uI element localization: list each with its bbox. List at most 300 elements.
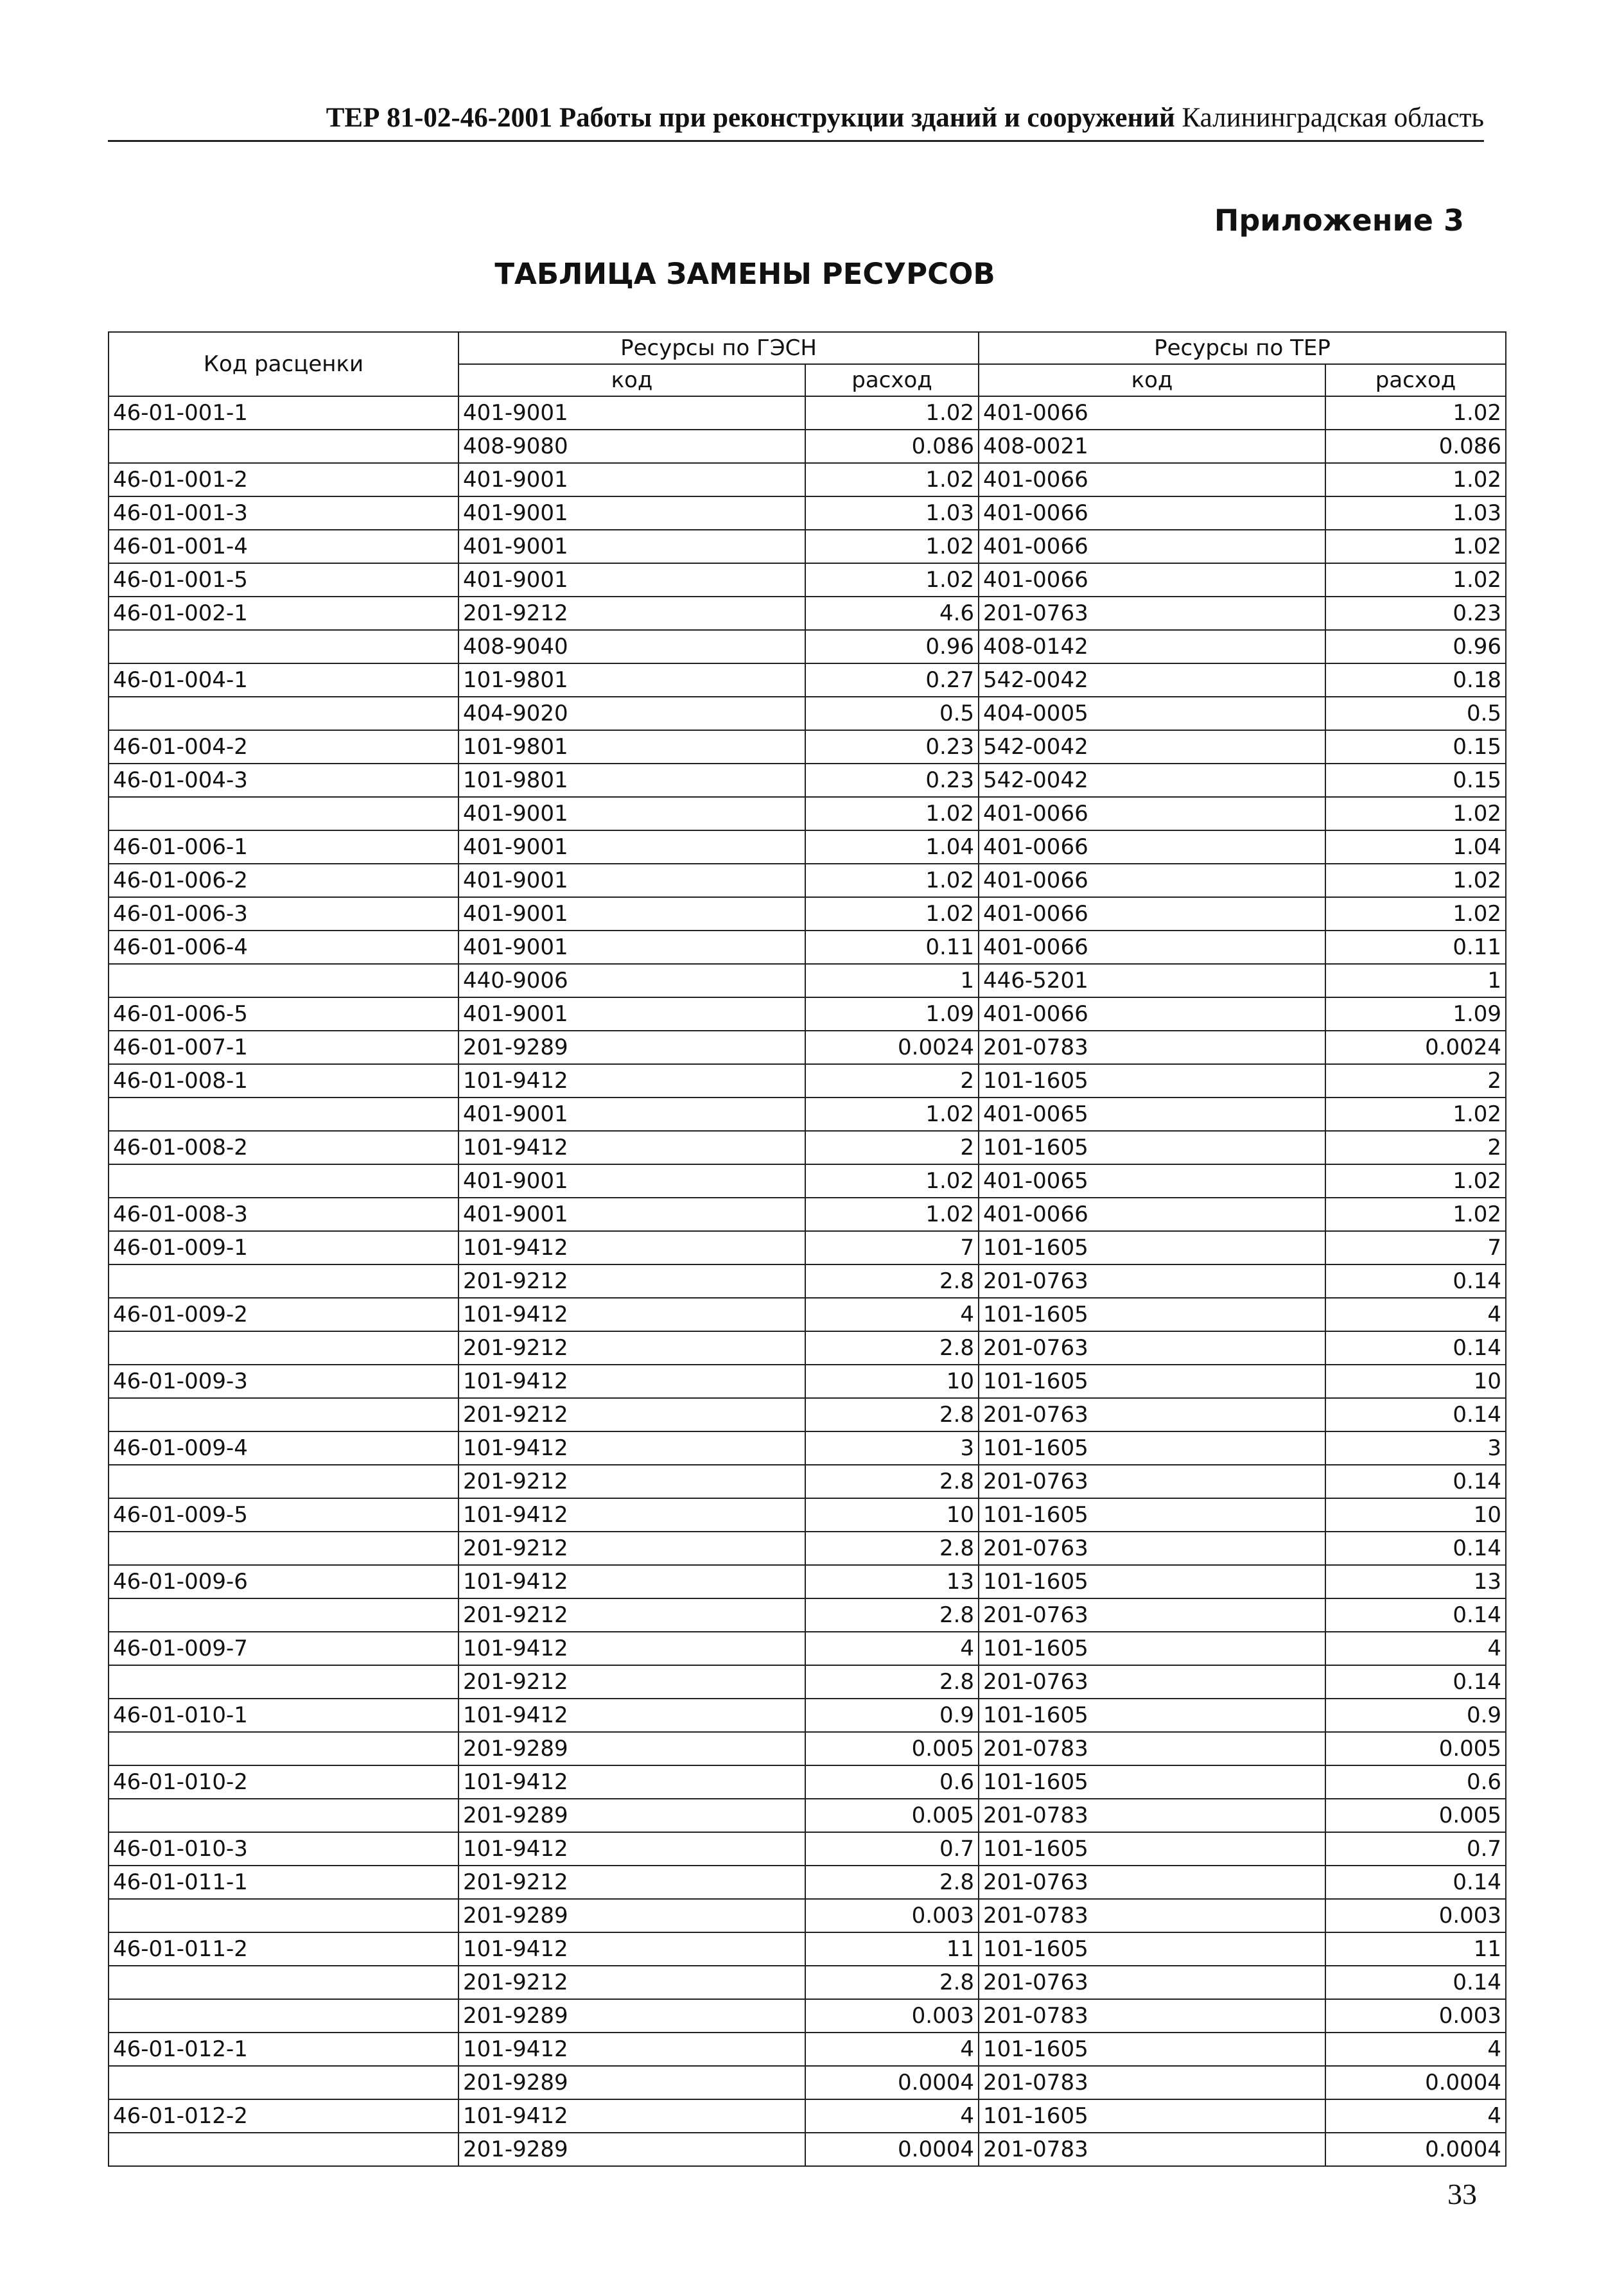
cell-gesn-code: 201-9212 xyxy=(458,1532,805,1565)
cell-gesn-code: 401-9001 xyxy=(458,897,805,931)
cell-gesn-code: 201-9212 xyxy=(458,1598,805,1632)
cell-gesn-consumption: 0.0004 xyxy=(805,2133,979,2166)
cell-rate-code: 46-01-008-2 xyxy=(109,1131,458,1164)
table-row xyxy=(109,1866,1506,1899)
table-row xyxy=(109,931,1506,964)
cell-ter-consumption: 1.02 xyxy=(1325,797,1506,830)
cell-ter-code: 101-1605 xyxy=(979,1231,1325,1264)
cell-ter-consumption: 1 xyxy=(1325,964,1506,997)
cell-ter-code: 201-0783 xyxy=(979,2133,1325,2166)
cell-gesn-code: 101-9412 xyxy=(458,1765,805,1799)
cell-ter-consumption: 0.14 xyxy=(1325,1331,1506,1365)
cell-rate-code xyxy=(109,1665,458,1699)
cell-rate-code: 46-01-011-1 xyxy=(109,1866,458,1899)
cell-gesn-code: 401-9001 xyxy=(458,1098,805,1131)
cell-gesn-consumption: 0.23 xyxy=(805,730,979,764)
table-row xyxy=(109,1632,1506,1665)
cell-ter-consumption: 13 xyxy=(1325,1565,1506,1598)
cell-gesn-consumption: 13 xyxy=(805,1565,979,1598)
cell-ter-code: 101-1605 xyxy=(979,1064,1325,1098)
cell-rate-code xyxy=(109,2133,458,2166)
cell-rate-code: 46-01-001-4 xyxy=(109,530,458,563)
cell-ter-consumption: 0.003 xyxy=(1325,1899,1506,1932)
cell-gesn-consumption: 0.0024 xyxy=(805,1031,979,1064)
table-row xyxy=(109,1932,1506,1966)
cell-gesn-consumption: 1.02 xyxy=(805,1198,979,1231)
cell-ter-code: 101-1605 xyxy=(979,2099,1325,2133)
cell-ter-code: 401-0066 xyxy=(979,797,1325,830)
table-row xyxy=(109,1431,1506,1465)
cell-gesn-consumption: 0.086 xyxy=(805,430,979,463)
cell-ter-consumption: 10 xyxy=(1325,1498,1506,1532)
cell-ter-consumption: 1.02 xyxy=(1325,530,1506,563)
cell-rate-code: 46-01-001-1 xyxy=(109,396,458,430)
cell-ter-consumption: 0.6 xyxy=(1325,1765,1506,1799)
cell-ter-code: 542-0042 xyxy=(979,730,1325,764)
cell-rate-code xyxy=(109,1732,458,1765)
cell-gesn-consumption: 0.23 xyxy=(805,764,979,797)
cell-ter-consumption: 0.005 xyxy=(1325,1732,1506,1765)
cell-ter-code: 101-1605 xyxy=(979,1131,1325,1164)
cell-rate-code: 46-01-006-4 xyxy=(109,931,458,964)
cell-gesn-code: 401-9001 xyxy=(458,931,805,964)
table-row xyxy=(109,1732,1506,1765)
cell-ter-consumption: 4 xyxy=(1325,1632,1506,1665)
table-row xyxy=(109,1231,1506,1264)
cell-rate-code xyxy=(109,1465,458,1498)
cell-gesn-consumption: 1.03 xyxy=(805,496,979,530)
table-row xyxy=(109,396,1506,430)
cell-ter-code: 401-0065 xyxy=(979,1098,1325,1131)
cell-ter-code: 446-5201 xyxy=(979,964,1325,997)
cell-ter-code: 101-1605 xyxy=(979,1365,1325,1398)
cell-ter-consumption: 4 xyxy=(1325,2099,1506,2133)
cell-gesn-consumption: 3 xyxy=(805,1431,979,1465)
table-row xyxy=(109,1665,1506,1699)
table-row xyxy=(109,1699,1506,1732)
cell-gesn-code: 201-9289 xyxy=(458,1999,805,2033)
cell-ter-code: 401-0066 xyxy=(979,830,1325,864)
cell-ter-code: 101-1605 xyxy=(979,1932,1325,1966)
cell-ter-code: 201-0763 xyxy=(979,1866,1325,1899)
cell-rate-code: 46-01-009-5 xyxy=(109,1498,458,1532)
cell-rate-code: 46-01-009-4 xyxy=(109,1431,458,1465)
cell-ter-code: 401-0066 xyxy=(979,897,1325,931)
cell-gesn-consumption: 0.005 xyxy=(805,1799,979,1832)
cell-gesn-consumption: 0.96 xyxy=(805,630,979,663)
table-row xyxy=(109,496,1506,530)
cell-gesn-code: 101-9412 xyxy=(458,2099,805,2133)
cell-ter-consumption: 0.18 xyxy=(1325,663,1506,697)
table-row xyxy=(109,1465,1506,1498)
cell-rate-code xyxy=(109,1598,458,1632)
cell-ter-code: 201-0783 xyxy=(979,1999,1325,2033)
cell-gesn-consumption: 2.8 xyxy=(805,1398,979,1431)
table-row xyxy=(109,1565,1506,1598)
cell-gesn-consumption: 1.02 xyxy=(805,1164,979,1198)
cell-ter-consumption: 0.0024 xyxy=(1325,1031,1506,1064)
cell-gesn-code: 101-9412 xyxy=(458,1832,805,1866)
col-header-gesn-consumption: расход xyxy=(805,364,979,396)
cell-ter-consumption: 0.14 xyxy=(1325,1665,1506,1699)
table-row xyxy=(109,1365,1506,1398)
cell-gesn-consumption: 0.003 xyxy=(805,1999,979,2033)
cell-gesn-code: 201-9212 xyxy=(458,1665,805,1699)
cell-ter-code: 201-0763 xyxy=(979,1398,1325,1431)
cell-gesn-code: 401-9001 xyxy=(458,864,805,897)
cell-ter-code: 401-0066 xyxy=(979,530,1325,563)
cell-gesn-code: 201-9289 xyxy=(458,2066,805,2099)
cell-rate-code: 46-01-009-2 xyxy=(109,1298,458,1331)
cell-rate-code: 46-01-004-2 xyxy=(109,730,458,764)
cell-gesn-consumption: 1.02 xyxy=(805,797,979,830)
cell-ter-consumption: 0.11 xyxy=(1325,931,1506,964)
cell-ter-code: 201-0763 xyxy=(979,1966,1325,1999)
cell-ter-consumption: 0.15 xyxy=(1325,730,1506,764)
cell-rate-code: 46-01-009-1 xyxy=(109,1231,458,1264)
table-row xyxy=(109,530,1506,563)
cell-gesn-consumption: 1.02 xyxy=(805,563,979,597)
cell-gesn-code: 101-9412 xyxy=(458,1298,805,1331)
cell-ter-code: 101-1605 xyxy=(979,1431,1325,1465)
cell-gesn-code: 101-9412 xyxy=(458,1131,805,1164)
cell-ter-consumption: 0.14 xyxy=(1325,1398,1506,1431)
col-header-rate-code: Код расценки xyxy=(109,332,458,396)
cell-ter-code: 101-1605 xyxy=(979,1498,1325,1532)
cell-ter-consumption: 0.0004 xyxy=(1325,2133,1506,2166)
cell-rate-code: 46-01-012-2 xyxy=(109,2099,458,2133)
cell-gesn-code: 401-9001 xyxy=(458,396,805,430)
cell-gesn-code: 401-9001 xyxy=(458,530,805,563)
table-row xyxy=(109,764,1506,797)
cell-gesn-consumption: 4 xyxy=(805,2033,979,2066)
table-row xyxy=(109,1799,1506,1832)
cell-ter-code: 401-0065 xyxy=(979,1164,1325,1198)
cell-ter-code: 201-0783 xyxy=(979,1031,1325,1064)
cell-ter-code: 401-0066 xyxy=(979,463,1325,496)
cell-gesn-code: 201-9212 xyxy=(458,1264,805,1298)
cell-gesn-code: 201-9212 xyxy=(458,597,805,630)
cell-gesn-consumption: 0.9 xyxy=(805,1699,979,1732)
table-row xyxy=(109,864,1506,897)
table-row xyxy=(109,797,1506,830)
cell-rate-code xyxy=(109,2066,458,2099)
cell-gesn-code: 201-9289 xyxy=(458,1799,805,1832)
cell-ter-consumption: 0.96 xyxy=(1325,630,1506,663)
cell-gesn-code: 101-9801 xyxy=(458,730,805,764)
cell-rate-code: 46-01-004-3 xyxy=(109,764,458,797)
cell-gesn-consumption: 0.5 xyxy=(805,697,979,730)
cell-ter-code: 404-0005 xyxy=(979,697,1325,730)
cell-ter-consumption: 0.7 xyxy=(1325,1832,1506,1866)
cell-gesn-code: 101-9412 xyxy=(458,1431,805,1465)
cell-ter-consumption: 2 xyxy=(1325,1131,1506,1164)
table-row xyxy=(109,1198,1506,1231)
cell-ter-consumption: 0.23 xyxy=(1325,597,1506,630)
cell-gesn-consumption: 2 xyxy=(805,1064,979,1098)
cell-gesn-consumption: 2.8 xyxy=(805,1966,979,1999)
cell-rate-code: 46-01-006-5 xyxy=(109,997,458,1031)
table-row xyxy=(109,1899,1506,1932)
cell-ter-consumption: 1.03 xyxy=(1325,496,1506,530)
table-row xyxy=(109,1532,1506,1565)
cell-ter-code: 401-0066 xyxy=(979,931,1325,964)
cell-ter-code: 201-0763 xyxy=(979,1465,1325,1498)
cell-ter-consumption: 0.14 xyxy=(1325,1264,1506,1298)
cell-gesn-code: 201-9212 xyxy=(458,1331,805,1365)
cell-ter-consumption: 0.9 xyxy=(1325,1699,1506,1732)
cell-ter-consumption: 2 xyxy=(1325,1064,1506,1098)
cell-gesn-code: 101-9412 xyxy=(458,1632,805,1665)
table-row xyxy=(109,1832,1506,1866)
cell-ter-code: 201-0783 xyxy=(979,1732,1325,1765)
cell-ter-consumption: 1.02 xyxy=(1325,463,1506,496)
cell-gesn-consumption: 2.8 xyxy=(805,1331,979,1365)
cell-gesn-consumption: 0.003 xyxy=(805,1899,979,1932)
cell-gesn-code: 401-9001 xyxy=(458,830,805,864)
cell-gesn-consumption: 1.02 xyxy=(805,396,979,430)
cell-ter-code: 401-0066 xyxy=(979,997,1325,1031)
cell-gesn-consumption: 4 xyxy=(805,2099,979,2133)
cell-rate-code xyxy=(109,1966,458,1999)
table-row xyxy=(109,1164,1506,1198)
cell-ter-consumption: 1.02 xyxy=(1325,1164,1506,1198)
table-row xyxy=(109,630,1506,663)
cell-ter-code: 408-0142 xyxy=(979,630,1325,663)
cell-gesn-code: 440-9006 xyxy=(458,964,805,997)
col-header-ter-code: код xyxy=(979,364,1325,396)
cell-ter-consumption: 1.02 xyxy=(1325,1198,1506,1231)
col-header-ter-consumption: расход xyxy=(1325,364,1506,396)
cell-gesn-consumption: 0.6 xyxy=(805,1765,979,1799)
cell-gesn-code: 401-9001 xyxy=(458,496,805,530)
cell-ter-consumption: 0.005 xyxy=(1325,1799,1506,1832)
cell-ter-code: 101-1605 xyxy=(979,2033,1325,2066)
cell-ter-consumption: 4 xyxy=(1325,1298,1506,1331)
cell-ter-consumption: 0.0004 xyxy=(1325,2066,1506,2099)
cell-ter-code: 101-1605 xyxy=(979,1832,1325,1866)
cell-gesn-consumption: 2.8 xyxy=(805,1866,979,1899)
cell-rate-code xyxy=(109,1799,458,1832)
cell-gesn-consumption: 4 xyxy=(805,1632,979,1665)
cell-ter-consumption: 1.02 xyxy=(1325,1098,1506,1131)
cell-gesn-code: 101-9412 xyxy=(458,1365,805,1398)
cell-gesn-code: 201-9212 xyxy=(458,1866,805,1899)
cell-rate-code xyxy=(109,1999,458,2033)
cell-rate-code xyxy=(109,430,458,463)
table-row xyxy=(109,1031,1506,1064)
cell-ter-code: 101-1605 xyxy=(979,1632,1325,1665)
table-row xyxy=(109,730,1506,764)
cell-ter-code: 201-0763 xyxy=(979,1665,1325,1699)
cell-gesn-code: 101-9412 xyxy=(458,1498,805,1532)
cell-gesn-consumption: 0.27 xyxy=(805,663,979,697)
table-row xyxy=(109,2066,1506,2099)
cell-rate-code: 46-01-010-1 xyxy=(109,1699,458,1732)
cell-gesn-code: 101-9412 xyxy=(458,1064,805,1098)
cell-rate-code xyxy=(109,797,458,830)
cell-gesn-consumption: 1.02 xyxy=(805,530,979,563)
cell-ter-code: 401-0066 xyxy=(979,496,1325,530)
table-row xyxy=(109,2133,1506,2166)
table-row xyxy=(109,1498,1506,1532)
cell-gesn-code: 408-9040 xyxy=(458,630,805,663)
table-row xyxy=(109,2033,1506,2066)
cell-rate-code xyxy=(109,1899,458,1932)
table-row xyxy=(109,563,1506,597)
table-row xyxy=(109,1999,1506,2033)
cell-ter-consumption: 1.02 xyxy=(1325,563,1506,597)
cell-ter-consumption: 0.086 xyxy=(1325,430,1506,463)
cell-ter-consumption: 0.14 xyxy=(1325,1532,1506,1565)
cell-ter-code: 401-0066 xyxy=(979,396,1325,430)
cell-gesn-code: 101-9801 xyxy=(458,663,805,697)
cell-ter-code: 408-0021 xyxy=(979,430,1325,463)
cell-gesn-code: 201-9289 xyxy=(458,2133,805,2166)
cell-gesn-consumption: 2.8 xyxy=(805,1264,979,1298)
cell-gesn-code: 401-9001 xyxy=(458,797,805,830)
col-group-gesn: Ресурсы по ГЭСН xyxy=(458,332,979,364)
cell-rate-code xyxy=(109,1164,458,1198)
cell-ter-code: 401-0066 xyxy=(979,563,1325,597)
page-header xyxy=(108,96,1484,142)
header-region: Калининградская область xyxy=(1174,103,1484,133)
table-row xyxy=(109,597,1506,630)
table-row xyxy=(109,2099,1506,2133)
cell-gesn-code: 401-9001 xyxy=(458,463,805,496)
cell-ter-code: 201-0763 xyxy=(979,1532,1325,1565)
table-row xyxy=(109,830,1506,864)
cell-gesn-consumption: 1.02 xyxy=(805,897,979,931)
cell-gesn-consumption: 1 xyxy=(805,964,979,997)
col-group-ter: Ресурсы по ТЕР xyxy=(979,332,1506,364)
cell-gesn-code: 401-9001 xyxy=(458,997,805,1031)
cell-rate-code: 46-01-001-2 xyxy=(109,463,458,496)
table-row xyxy=(109,663,1506,697)
cell-rate-code: 46-01-007-1 xyxy=(109,1031,458,1064)
cell-gesn-consumption: 0.0004 xyxy=(805,2066,979,2099)
cell-gesn-code: 201-9289 xyxy=(458,1732,805,1765)
cell-ter-consumption: 1.02 xyxy=(1325,864,1506,897)
cell-gesn-consumption: 2.8 xyxy=(805,1465,979,1498)
cell-ter-code: 101-1605 xyxy=(979,1565,1325,1598)
cell-gesn-consumption: 10 xyxy=(805,1365,979,1398)
cell-ter-code: 201-0783 xyxy=(979,2066,1325,2099)
cell-rate-code: 46-01-006-2 xyxy=(109,864,458,897)
cell-rate-code xyxy=(109,1098,458,1131)
cell-gesn-code: 101-9412 xyxy=(458,1231,805,1264)
cell-rate-code: 46-01-009-6 xyxy=(109,1565,458,1598)
cell-ter-consumption: 1.04 xyxy=(1325,830,1506,864)
cell-gesn-consumption: 1.09 xyxy=(805,997,979,1031)
table-row xyxy=(109,1264,1506,1298)
cell-gesn-consumption: 1.02 xyxy=(805,463,979,496)
cell-gesn-code: 101-9412 xyxy=(458,1699,805,1732)
cell-rate-code xyxy=(109,964,458,997)
cell-ter-code: 201-0763 xyxy=(979,1598,1325,1632)
cell-gesn-code: 401-9001 xyxy=(458,563,805,597)
cell-ter-consumption: 0.5 xyxy=(1325,697,1506,730)
table-row xyxy=(109,1131,1506,1164)
cell-ter-consumption: 3 xyxy=(1325,1431,1506,1465)
cell-rate-code: 46-01-002-1 xyxy=(109,597,458,630)
cell-ter-code: 201-0783 xyxy=(979,1799,1325,1832)
cell-gesn-code: 101-9412 xyxy=(458,1932,805,1966)
cell-ter-code: 101-1605 xyxy=(979,1699,1325,1732)
cell-gesn-consumption: 1.02 xyxy=(805,864,979,897)
cell-gesn-consumption: 4.6 xyxy=(805,597,979,630)
cell-ter-code: 401-0066 xyxy=(979,1198,1325,1231)
cell-rate-code xyxy=(109,630,458,663)
cell-rate-code: 46-01-010-2 xyxy=(109,1765,458,1799)
cell-gesn-code: 201-9212 xyxy=(458,1398,805,1431)
cell-rate-code: 46-01-006-1 xyxy=(109,830,458,864)
cell-gesn-consumption: 1.02 xyxy=(805,1098,979,1131)
cell-ter-consumption: 7 xyxy=(1325,1231,1506,1264)
table-row xyxy=(109,430,1506,463)
page-number: 33 xyxy=(1447,2178,1477,2210)
cell-gesn-consumption: 7 xyxy=(805,1231,979,1264)
cell-gesn-consumption: 2.8 xyxy=(805,1532,979,1565)
cell-rate-code xyxy=(109,1532,458,1565)
cell-ter-consumption: 4 xyxy=(1325,2033,1506,2066)
cell-ter-code: 201-0763 xyxy=(979,1264,1325,1298)
cell-gesn-code: 101-9412 xyxy=(458,2033,805,2066)
cell-rate-code xyxy=(109,697,458,730)
cell-gesn-code: 201-9212 xyxy=(458,1465,805,1498)
cell-gesn-consumption: 10 xyxy=(805,1498,979,1532)
table-row xyxy=(109,997,1506,1031)
cell-ter-consumption: 0.14 xyxy=(1325,1465,1506,1498)
cell-ter-consumption: 0.15 xyxy=(1325,764,1506,797)
cell-rate-code xyxy=(109,1331,458,1365)
cell-gesn-code: 401-9001 xyxy=(458,1198,805,1231)
table-head-row-1 xyxy=(109,332,1506,364)
cell-gesn-code: 101-9801 xyxy=(458,764,805,797)
cell-gesn-code: 408-9080 xyxy=(458,430,805,463)
cell-rate-code: 46-01-012-1 xyxy=(109,2033,458,2066)
cell-ter-consumption: 1.02 xyxy=(1325,396,1506,430)
cell-gesn-consumption: 0.11 xyxy=(805,931,979,964)
cell-gesn-consumption: 0.005 xyxy=(805,1732,979,1765)
table-row xyxy=(109,697,1506,730)
cell-rate-code: 46-01-008-1 xyxy=(109,1064,458,1098)
table-row xyxy=(109,1064,1506,1098)
cell-ter-code: 201-0783 xyxy=(979,1899,1325,1932)
cell-gesn-code: 201-9212 xyxy=(458,1966,805,1999)
cell-ter-code: 542-0042 xyxy=(979,663,1325,697)
cell-ter-code: 201-0763 xyxy=(979,1331,1325,1365)
cell-ter-code: 101-1605 xyxy=(979,1298,1325,1331)
cell-ter-consumption: 10 xyxy=(1325,1365,1506,1398)
table-row xyxy=(109,964,1506,997)
cell-gesn-consumption: 2.8 xyxy=(805,1598,979,1632)
cell-ter-consumption: 0.003 xyxy=(1325,1999,1506,2033)
cell-ter-consumption: 0.14 xyxy=(1325,1866,1506,1899)
table-body xyxy=(109,396,1506,2166)
cell-ter-consumption: 11 xyxy=(1325,1932,1506,1966)
cell-ter-consumption: 1.09 xyxy=(1325,997,1506,1031)
cell-rate-code: 46-01-006-3 xyxy=(109,897,458,931)
cell-gesn-consumption: 2 xyxy=(805,1131,979,1164)
cell-gesn-consumption: 2.8 xyxy=(805,1665,979,1699)
cell-rate-code: 46-01-009-7 xyxy=(109,1632,458,1665)
cell-ter-code: 401-0066 xyxy=(979,864,1325,897)
table-row xyxy=(109,1966,1506,1999)
cell-gesn-consumption: 4 xyxy=(805,1298,979,1331)
col-header-gesn-code: код xyxy=(458,364,805,396)
cell-gesn-code: 201-9289 xyxy=(458,1031,805,1064)
